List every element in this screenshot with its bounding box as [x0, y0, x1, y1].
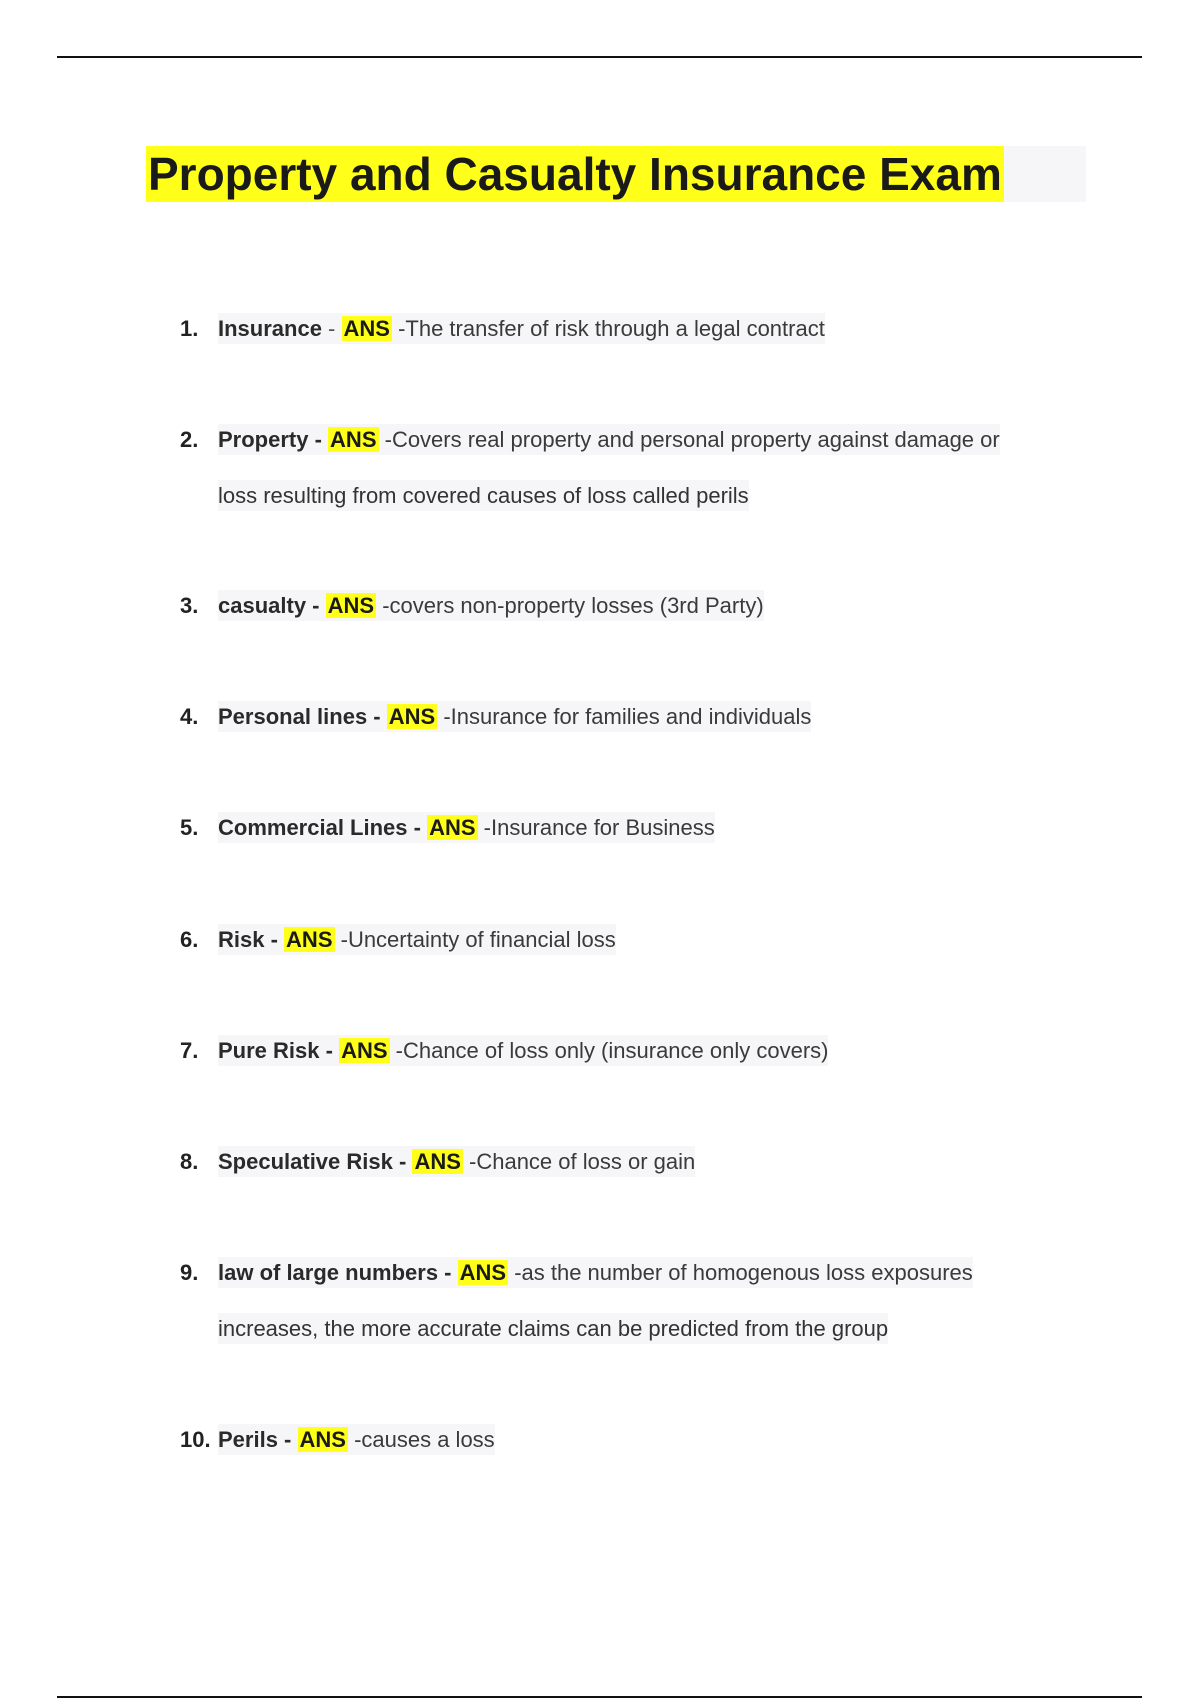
- item-number: 9.: [180, 1260, 199, 1285]
- item-definition: -covers non-property losses (3rd Party): [376, 593, 764, 618]
- item-number: 5.: [180, 815, 199, 840]
- item-term: Pure Risk -: [218, 1038, 333, 1063]
- item-number: 2.: [180, 427, 199, 452]
- item-separator: [381, 704, 387, 729]
- item-text: [218, 412, 1098, 524]
- item-line: [218, 1424, 495, 1455]
- item-text: [218, 1023, 1098, 1079]
- item-line: [218, 812, 715, 843]
- item-text: [218, 800, 1098, 856]
- answer-marker: ANS: [341, 1038, 388, 1063]
- top-rule: [57, 56, 1142, 58]
- item-number: 4.: [180, 704, 199, 729]
- item-term: law of large numbers -: [218, 1260, 452, 1285]
- item-definition: -as the number of homogenous loss exposures: [508, 1260, 973, 1285]
- item-line: [218, 1035, 828, 1066]
- item-number: 3.: [180, 593, 199, 618]
- item-number: 7.: [180, 1038, 199, 1063]
- item-text: [218, 1134, 1098, 1190]
- item-line: [218, 1146, 695, 1177]
- item-separator: -: [321, 316, 342, 341]
- item-definition: -Covers real property and personal property against damage or: [378, 427, 1000, 452]
- answer-marker: ANS: [286, 927, 333, 952]
- item-number: 8.: [180, 1149, 199, 1174]
- item-number: 6.: [180, 927, 199, 952]
- item-term: Personal lines -: [218, 704, 381, 729]
- item-definition: -Uncertainty of financial loss: [334, 927, 616, 952]
- answer-marker: ANS: [459, 1260, 507, 1285]
- item-line: [218, 590, 764, 621]
- item-definition: -The transfer of risk through a legal contract: [391, 316, 825, 341]
- item-term: Property -: [218, 427, 322, 452]
- answer-marker: ANS: [388, 704, 436, 729]
- page-title: Property and Casualty Insurance Exam: [148, 148, 1002, 200]
- answer-marker: ANS: [429, 815, 476, 840]
- item-line-continued: loss resulting from covered causes of loss called perils: [218, 480, 749, 511]
- answer-marker: ANS: [414, 1149, 461, 1174]
- answer-marker: ANS: [327, 593, 375, 618]
- item-line: [218, 424, 1000, 455]
- item-line-continued: increases, the more accurate claims can be predicted from the group: [218, 1313, 888, 1344]
- item-line: [218, 701, 811, 732]
- item-definition: -Chance of loss or gain: [462, 1149, 696, 1174]
- item-number: 1.: [180, 316, 199, 341]
- answer-marker: ANS: [330, 427, 377, 452]
- item-term: Commercial Lines -: [218, 815, 421, 840]
- item-term: Speculative Risk -: [218, 1149, 407, 1174]
- item-definition: -Chance of loss only (insurance only covers): [389, 1038, 829, 1063]
- item-definition: -Insurance for Business: [477, 815, 715, 840]
- item-text: [218, 912, 1098, 968]
- item-separator: [452, 1260, 458, 1285]
- item-text: [218, 1412, 1098, 1468]
- item-text: [218, 578, 1098, 634]
- item-separator: [291, 1427, 297, 1452]
- item-term: Risk -: [218, 927, 278, 952]
- item-definition: -Insurance for families and individuals: [437, 704, 812, 729]
- item-separator: [320, 593, 326, 618]
- item-number: 10.: [180, 1427, 211, 1452]
- title-block: [146, 146, 1086, 202]
- item-term: casualty -: [218, 593, 320, 618]
- item-term: Insurance: [218, 316, 322, 341]
- item-line: [218, 1257, 973, 1288]
- bottom-rule: [57, 1696, 1142, 1698]
- item-line: [218, 924, 616, 955]
- item-definition: -causes a loss: [347, 1427, 495, 1452]
- item-text: [218, 689, 1098, 745]
- item-text: [218, 301, 1098, 357]
- answer-marker: ANS: [343, 316, 390, 341]
- item-text: [218, 1245, 1098, 1357]
- answer-marker: ANS: [299, 1427, 346, 1452]
- item-line: [218, 313, 825, 344]
- item-term: Perils -: [218, 1427, 292, 1452]
